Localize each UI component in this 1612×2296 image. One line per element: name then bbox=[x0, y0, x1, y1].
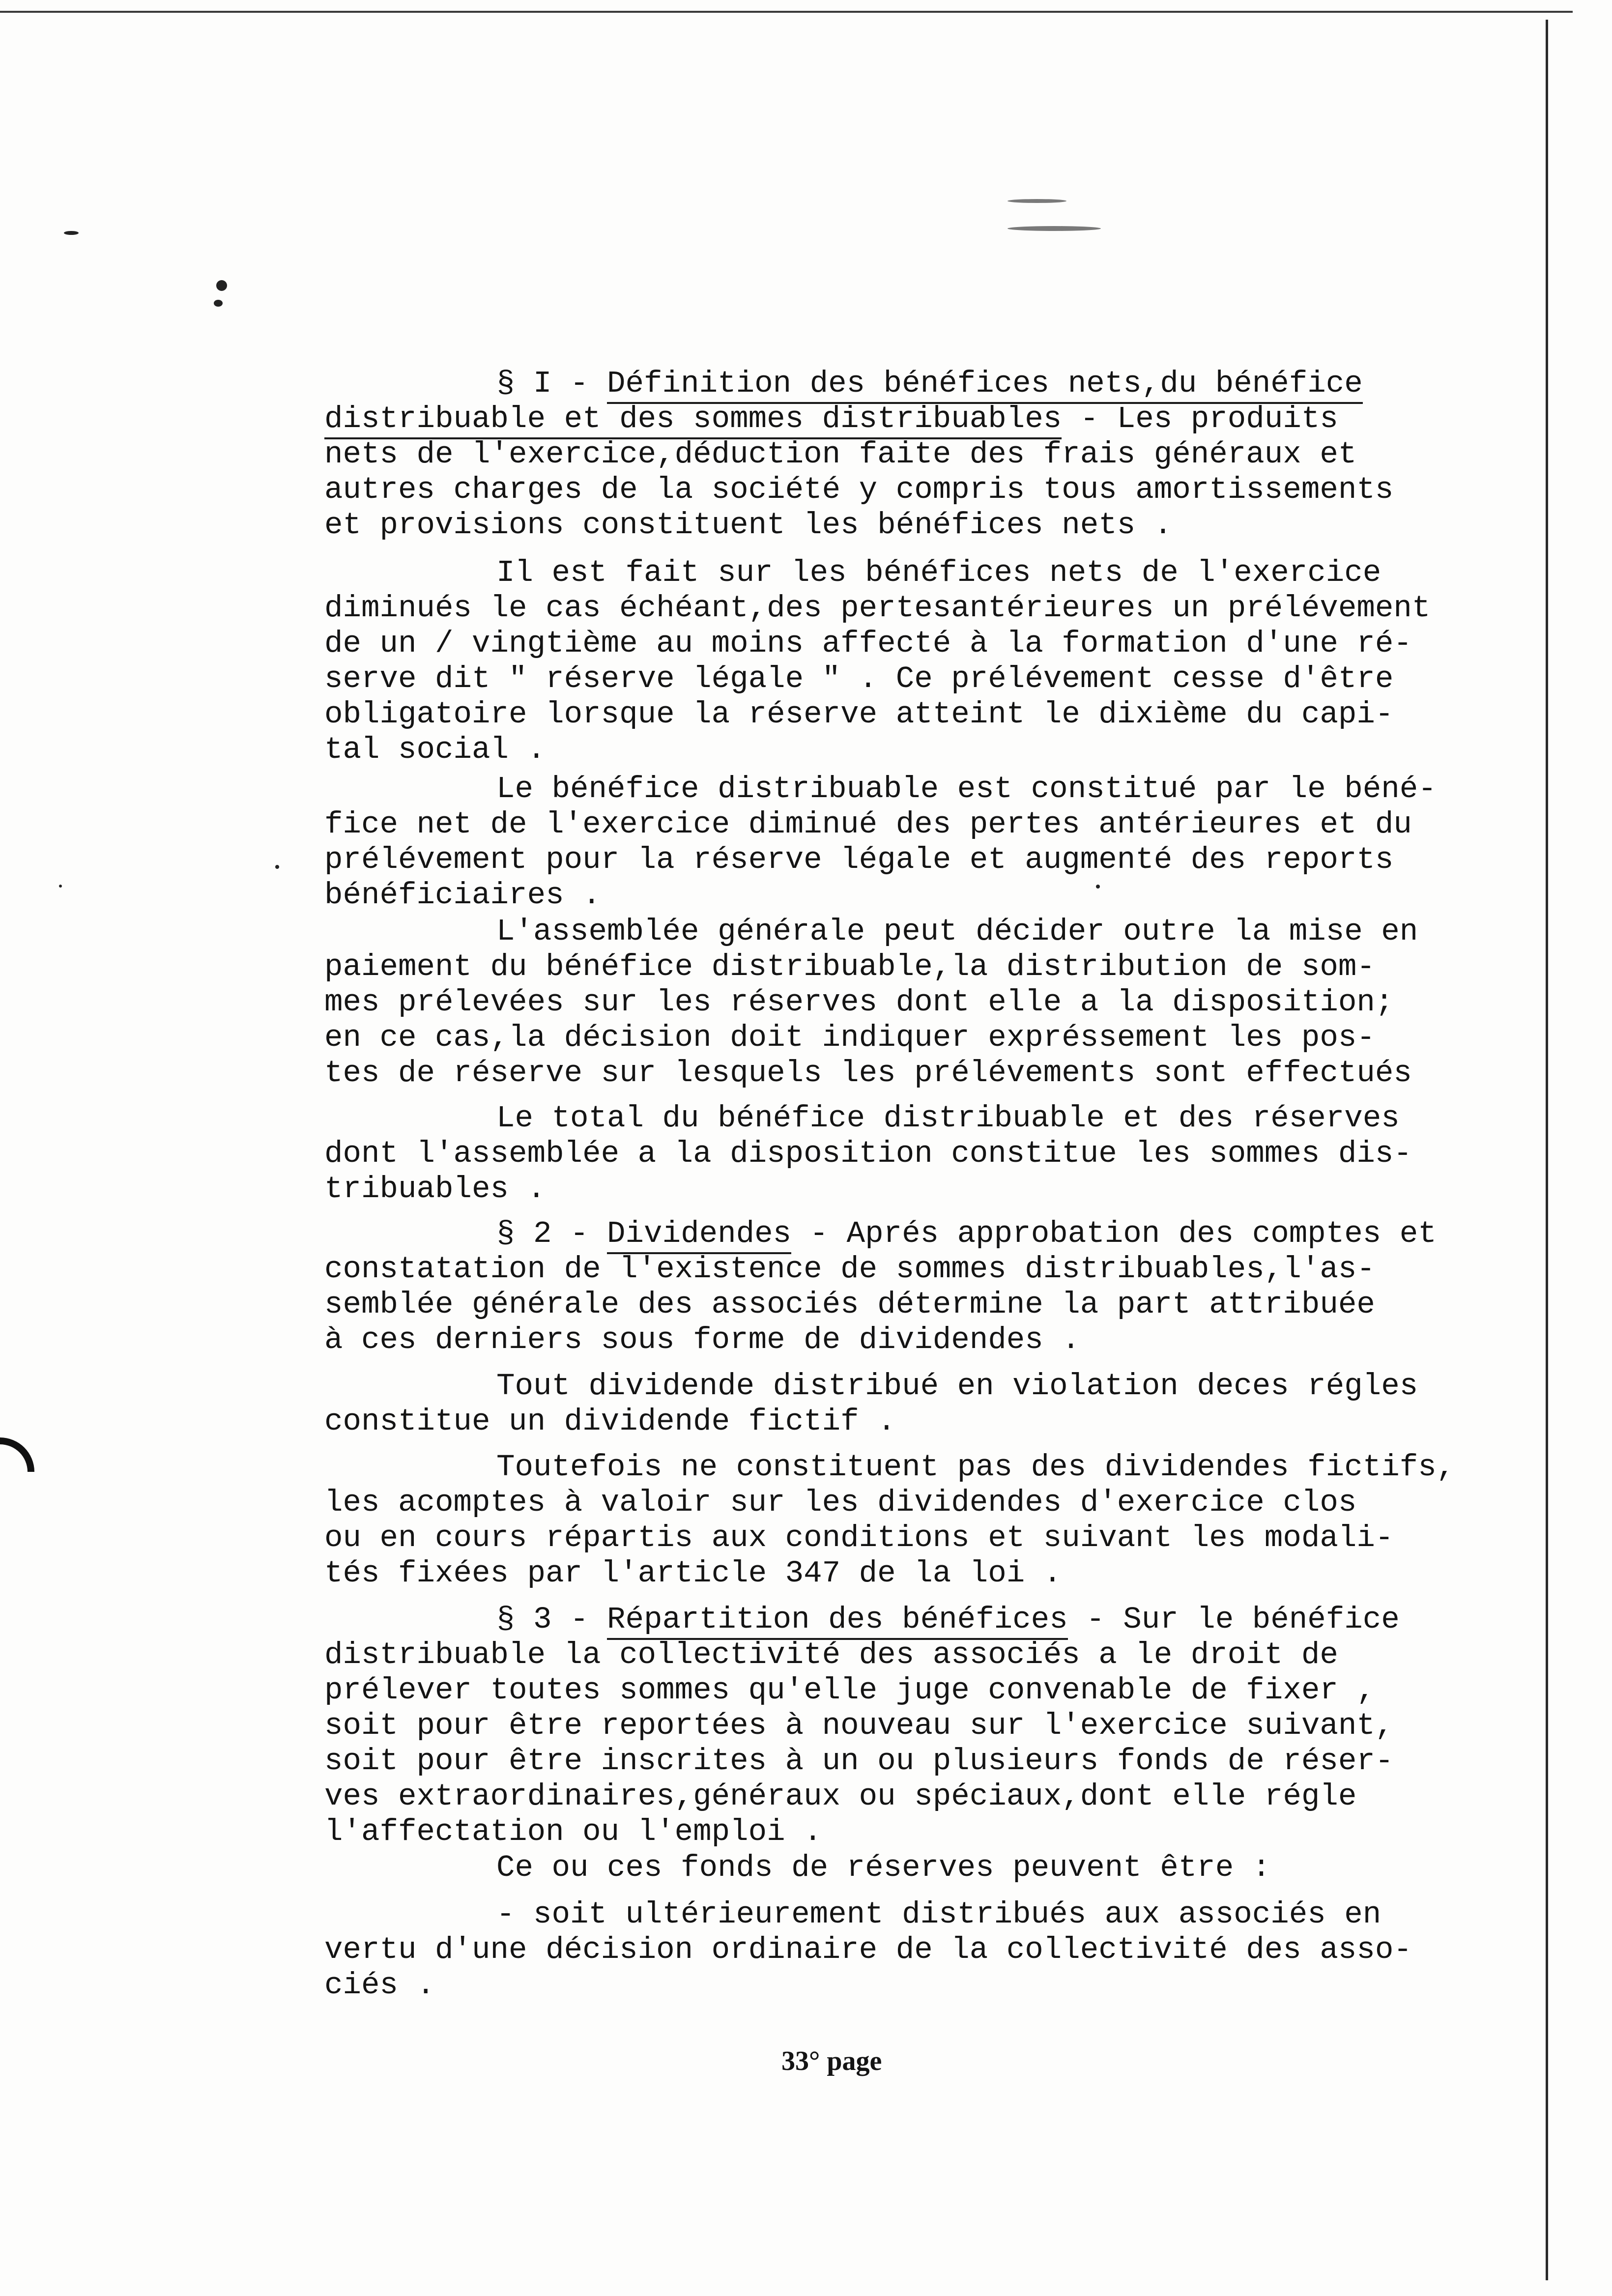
text-run: distribuable la collectivité des associés a le droit de bbox=[324, 1637, 1338, 1672]
text-run: Il est fait sur les bénéfices nets de l'exercice bbox=[496, 555, 1382, 590]
text-line bbox=[324, 914, 1543, 949]
text-run: prélever toutes sommes qu'elle juge convenable de fixer , bbox=[324, 1673, 1375, 1708]
text-line bbox=[324, 1056, 1543, 1091]
paragraph bbox=[324, 1450, 1543, 1591]
text-line bbox=[324, 472, 1543, 508]
text-run: mes prélevées sur les réserves dont elle a la disposition; bbox=[324, 985, 1394, 1020]
text-line bbox=[324, 626, 1543, 661]
text-run: à ces derniers sous forme de dividendes . bbox=[324, 1322, 1080, 1357]
text-line bbox=[324, 1172, 1543, 1207]
page-number: 33° page bbox=[781, 2046, 882, 2076]
text-run: l'affectation ou l'emploi . bbox=[324, 1814, 822, 1849]
text-run: Ce ou ces fonds de réserves peuvent être : bbox=[496, 1850, 1271, 1885]
text-run: vertu d'une décision ordinaire de la collectivité des asso- bbox=[324, 1932, 1412, 1967]
text-line bbox=[324, 591, 1543, 626]
text-line bbox=[324, 1521, 1543, 1556]
text-line bbox=[324, 1252, 1543, 1287]
text-line bbox=[324, 1932, 1543, 1968]
ink-speck bbox=[59, 885, 62, 888]
text-line bbox=[324, 1101, 1543, 1136]
underlined-heading: Répartition des bénéfices bbox=[607, 1602, 1068, 1640]
text-line bbox=[324, 985, 1543, 1020]
text-line bbox=[324, 1814, 1543, 1850]
text-line bbox=[324, 555, 1543, 591]
ink-speck bbox=[275, 865, 279, 869]
paragraph bbox=[324, 772, 1543, 913]
margin-hole-mark bbox=[0, 1437, 34, 1472]
text-run: - Sur le bénéfice bbox=[1067, 1602, 1400, 1637]
text-line bbox=[324, 661, 1543, 697]
text-line bbox=[324, 1322, 1543, 1358]
text-line bbox=[324, 366, 1543, 402]
text-line bbox=[324, 1216, 1543, 1252]
text-line bbox=[324, 1850, 1543, 1886]
text-run: autres charges de la société y compris tous amortissements bbox=[324, 472, 1394, 507]
text-run: Le bénéfice distribuable est constitué par le béné- bbox=[496, 772, 1437, 806]
text-line bbox=[324, 1708, 1543, 1744]
right-edge-line bbox=[1546, 20, 1548, 2280]
text-run: soit pour être reportées à nouveau sur l'exercice suivant, bbox=[324, 1708, 1394, 1743]
paragraph bbox=[324, 1850, 1543, 1886]
text-run: - Aprés approbation des comptes et bbox=[791, 1216, 1437, 1251]
text-line bbox=[324, 807, 1543, 842]
text-run: obligatoire lorsque la réserve atteint le dixième du capi- bbox=[324, 697, 1394, 732]
ink-speck bbox=[1008, 226, 1101, 231]
paragraph bbox=[324, 1897, 1543, 2003]
text-line bbox=[324, 1450, 1543, 1485]
text-run: Toutefois ne constituent pas des dividendes fictifs, bbox=[496, 1450, 1455, 1485]
text-run: ves extraordinaires,généraux ou spéciaux,dont elle régle bbox=[324, 1779, 1357, 1814]
text-line bbox=[324, 1404, 1543, 1439]
text-run: de un / vingtième au moins affecté à la formation d'une ré- bbox=[324, 626, 1412, 661]
text-run: § I - bbox=[496, 366, 607, 401]
underlined-heading: Définition des bénéfices nets,du bénéfice bbox=[607, 366, 1363, 404]
text-line bbox=[324, 732, 1543, 768]
text-line bbox=[324, 1673, 1543, 1708]
text-line bbox=[324, 1287, 1543, 1322]
text-line bbox=[324, 949, 1543, 985]
text-run: § 2 - bbox=[496, 1216, 607, 1251]
text-run: dont l'assemblée a la disposition constitue les sommes dis- bbox=[324, 1136, 1412, 1171]
top-edge-line bbox=[0, 11, 1573, 13]
paragraph bbox=[324, 914, 1543, 1091]
text-run: ciés . bbox=[324, 1968, 435, 2003]
text-run: ou en cours répartis aux conditions et suivant les modali- bbox=[324, 1521, 1394, 1555]
text-run: § 3 - bbox=[496, 1602, 607, 1637]
text-run: diminués le cas échéant,des pertesantérieures un prélévement bbox=[324, 591, 1431, 626]
text-line bbox=[324, 1556, 1543, 1591]
text-run: tribuables . bbox=[324, 1172, 546, 1206]
underlined-heading: distribuable et des sommes distribuables bbox=[324, 402, 1062, 439]
text-run: Le total du bénéfice distribuable et des réserves bbox=[496, 1101, 1400, 1136]
paragraph bbox=[324, 1216, 1543, 1358]
text-run: paiement du bénéfice distribuable,la distribution de som- bbox=[324, 949, 1375, 984]
paragraph bbox=[324, 1602, 1543, 1850]
text-run: - soit ultérieurement distribués aux associés en bbox=[496, 1897, 1382, 1932]
text-line bbox=[324, 1968, 1543, 2003]
text-run: semblée générale des associés détermine la part attribuée bbox=[324, 1287, 1375, 1322]
text-run: soit pour être inscrites à un ou plusieurs fonds de réser- bbox=[324, 1744, 1394, 1779]
text-run: L'assemblée générale peut décider outre la mise en bbox=[496, 914, 1418, 949]
paragraph bbox=[324, 555, 1543, 768]
text-line bbox=[324, 878, 1543, 913]
text-run: tes de réserve sur lesquels les prélévements sont effectués bbox=[324, 1056, 1412, 1091]
text-line bbox=[324, 1485, 1543, 1521]
text-run: fice net de l'exercice diminué des pertes antérieures et du bbox=[324, 807, 1412, 842]
text-run: et provisions constituent les bénéfices nets . bbox=[324, 508, 1173, 543]
text-line bbox=[324, 1369, 1543, 1404]
text-run: tal social . bbox=[324, 732, 546, 767]
text-line bbox=[324, 1744, 1543, 1779]
text-run: tés fixées par l'article 347 de la loi . bbox=[324, 1556, 1062, 1591]
text-run: Tout dividende distribué en violation deces régles bbox=[496, 1369, 1418, 1404]
paragraph bbox=[324, 1101, 1543, 1207]
text-line bbox=[324, 842, 1543, 878]
text-line bbox=[324, 697, 1543, 732]
paragraph bbox=[324, 1369, 1543, 1439]
text-run: les acomptes à valoir sur les dividendes d'exercice clos bbox=[324, 1485, 1357, 1520]
ink-speck bbox=[214, 300, 223, 307]
underlined-heading: Dividendes bbox=[607, 1216, 791, 1254]
text-line bbox=[324, 1136, 1543, 1172]
text-line bbox=[324, 1020, 1543, 1056]
text-line bbox=[324, 437, 1543, 472]
text-line bbox=[324, 772, 1543, 807]
text-run: prélévement pour la réserve légale et augmenté des reports bbox=[324, 842, 1394, 877]
text-line bbox=[324, 1602, 1543, 1637]
text-run: constatation de l'existence de sommes distribuables,l'as- bbox=[324, 1252, 1375, 1287]
text-run: serve dit " réserve légale " . Ce prélévement cesse d'être bbox=[324, 661, 1394, 696]
text-run: en ce cas,la décision doit indiquer expréssement les pos- bbox=[324, 1020, 1375, 1055]
text-line bbox=[324, 1897, 1543, 1932]
text-line bbox=[324, 1779, 1543, 1814]
text-line bbox=[324, 1637, 1543, 1673]
paragraph bbox=[324, 366, 1543, 543]
text-run: nets de l'exercice,déduction faite des frais généraux et bbox=[324, 437, 1357, 472]
ink-speck bbox=[1008, 199, 1066, 203]
ink-speck bbox=[216, 280, 227, 291]
text-line bbox=[324, 508, 1543, 543]
text-line bbox=[324, 402, 1543, 437]
text-run: constitue un dividende fictif . bbox=[324, 1404, 896, 1439]
text-run: - Les produits bbox=[1062, 402, 1338, 436]
text-run: bénéficiaires . bbox=[324, 878, 601, 913]
ink-speck bbox=[64, 231, 79, 235]
